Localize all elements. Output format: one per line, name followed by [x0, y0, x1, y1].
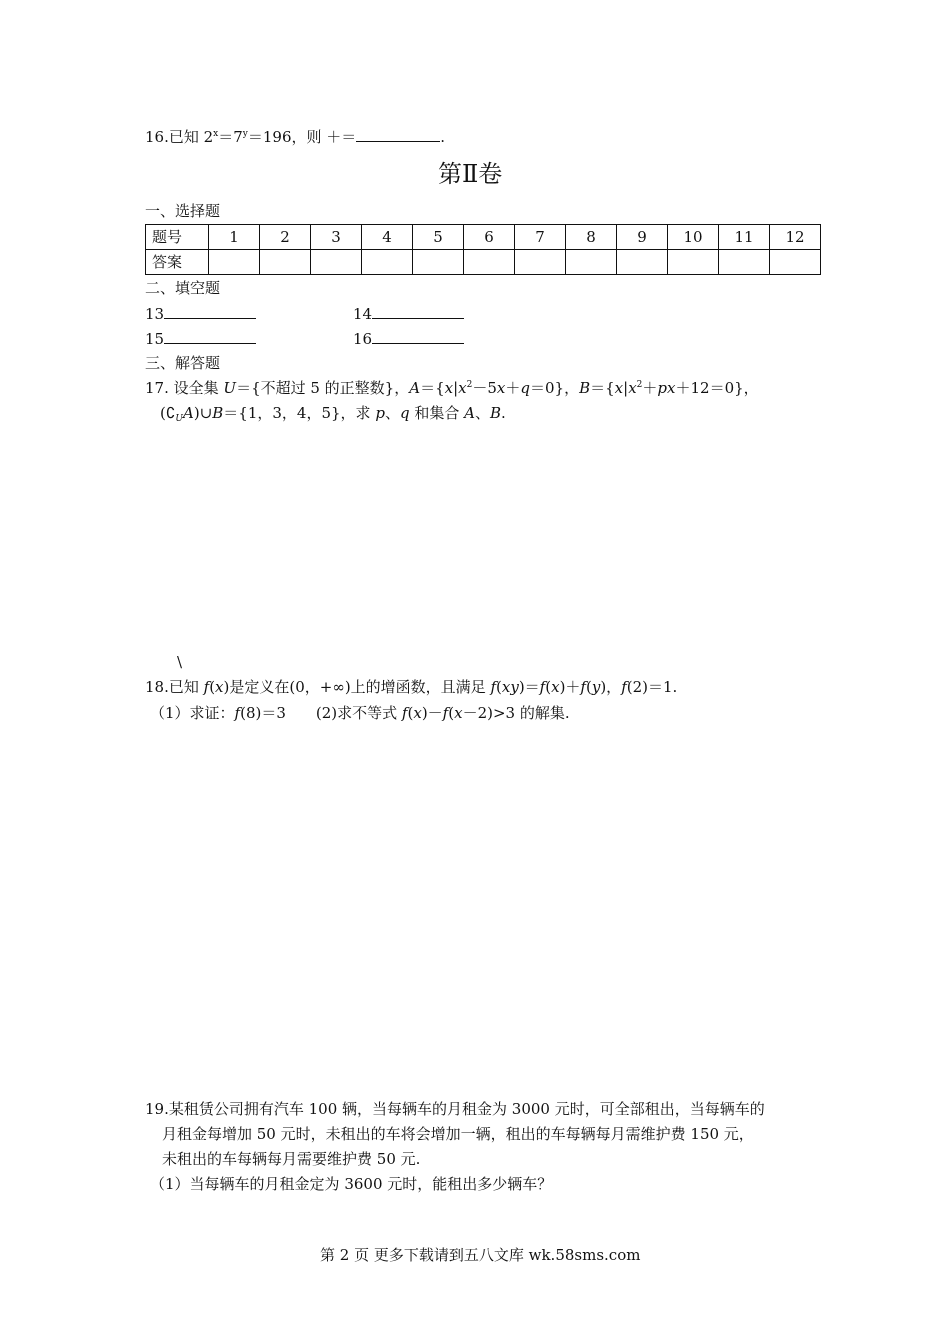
answer-cell — [719, 250, 770, 275]
answer-cell — [413, 250, 464, 275]
answer-blank — [372, 331, 464, 344]
question-19-line2: 月租金每增加 50 元时，未租出的车将会增加一辆，租出的车每辆每月需维护费 150 元， — [162, 1125, 754, 1143]
part1-heading: 一、选择题 — [145, 202, 221, 220]
table-cell: 3 — [311, 225, 362, 250]
part2-heading: 二、填空题 — [145, 279, 221, 297]
answer-cell — [362, 250, 413, 275]
table-cell: 7 — [515, 225, 566, 250]
answer-table — [145, 224, 821, 275]
answer-blank — [356, 129, 440, 142]
answer-blank — [372, 306, 464, 319]
table-row-answers — [146, 250, 821, 275]
answer-cell — [464, 250, 515, 275]
table-row-numbers — [146, 225, 821, 250]
answer-cell — [617, 250, 668, 275]
table-cell: 9 — [617, 225, 668, 250]
question-18-line2: （1）求证：f(8)＝3 (2)求不等式 f(x)－f(x－2)>3 的解集. — [150, 704, 570, 722]
question-19-line1: 19.某租赁公司拥有汽车 100 辆，当每辆车的月租金为 3000 元时，可全部租出，当每辆车的 — [145, 1100, 765, 1118]
answer-cell — [260, 250, 311, 275]
fill-blank-13: 13 — [145, 304, 256, 324]
table-cell: 10 — [668, 225, 719, 250]
answer-cell — [515, 250, 566, 275]
table-cell: 5 — [413, 225, 464, 250]
table-cell: 2 — [260, 225, 311, 250]
row-label-answer: 答案 — [146, 250, 209, 275]
question-16-top: 16.已知 $2^x=7^y=196$，则 ＋＝ . — [145, 128, 446, 146]
answer-cell — [311, 250, 362, 275]
section-title: 第Ⅱ卷 — [438, 160, 503, 188]
answer-blank — [164, 306, 256, 319]
answer-cell — [209, 250, 260, 275]
table-cell: 12 — [770, 225, 821, 250]
table-cell: 11 — [719, 225, 770, 250]
answer-cell — [668, 250, 719, 275]
table-cell: 8 — [566, 225, 617, 250]
fill-blank-16: 16 — [353, 329, 464, 349]
answer-cell — [770, 250, 821, 275]
question-19-line3: 未租出的车每辆每月需要维护费 50 元. — [162, 1150, 421, 1168]
answer-blank — [164, 331, 256, 344]
part3-heading: 三、解答题 — [145, 354, 221, 372]
question-17-line1: 17. 设全集 U＝{不超过 5 的正整数}，$A=\{x|x^2-5x+q=0\}$，$B=\{x|x^2+px+12=0\}$， — [145, 379, 759, 397]
question-17-line2: $(∁_UA)\cup B=\{1$，3，4，5}，求 p、q 和集合 A、B. — [160, 404, 506, 424]
fill-blank-15: 15 — [145, 329, 256, 349]
table-cell: 4 — [362, 225, 413, 250]
question-19-line4: （1）当每辆车的月租金定为 3600 元时，能租出多少辆车？ — [150, 1175, 553, 1193]
answer-cell — [566, 250, 617, 275]
table-cell: 1 — [209, 225, 260, 250]
page-footer: 第 2 页 更多下载请到五八文库 wk.58sms.com — [320, 1246, 641, 1264]
table-cell: 6 — [464, 225, 515, 250]
fill-blank-14: 14 — [353, 304, 464, 324]
stray-backslash: \ — [177, 653, 183, 671]
row-label-number: 题号 — [146, 225, 209, 250]
question-18-line1: 18.已知 f(x)是定义在(0，+∞)上的增函数，且满足 f(xy)＝f(x)＋f(y)，f(2)＝1. — [145, 678, 678, 696]
